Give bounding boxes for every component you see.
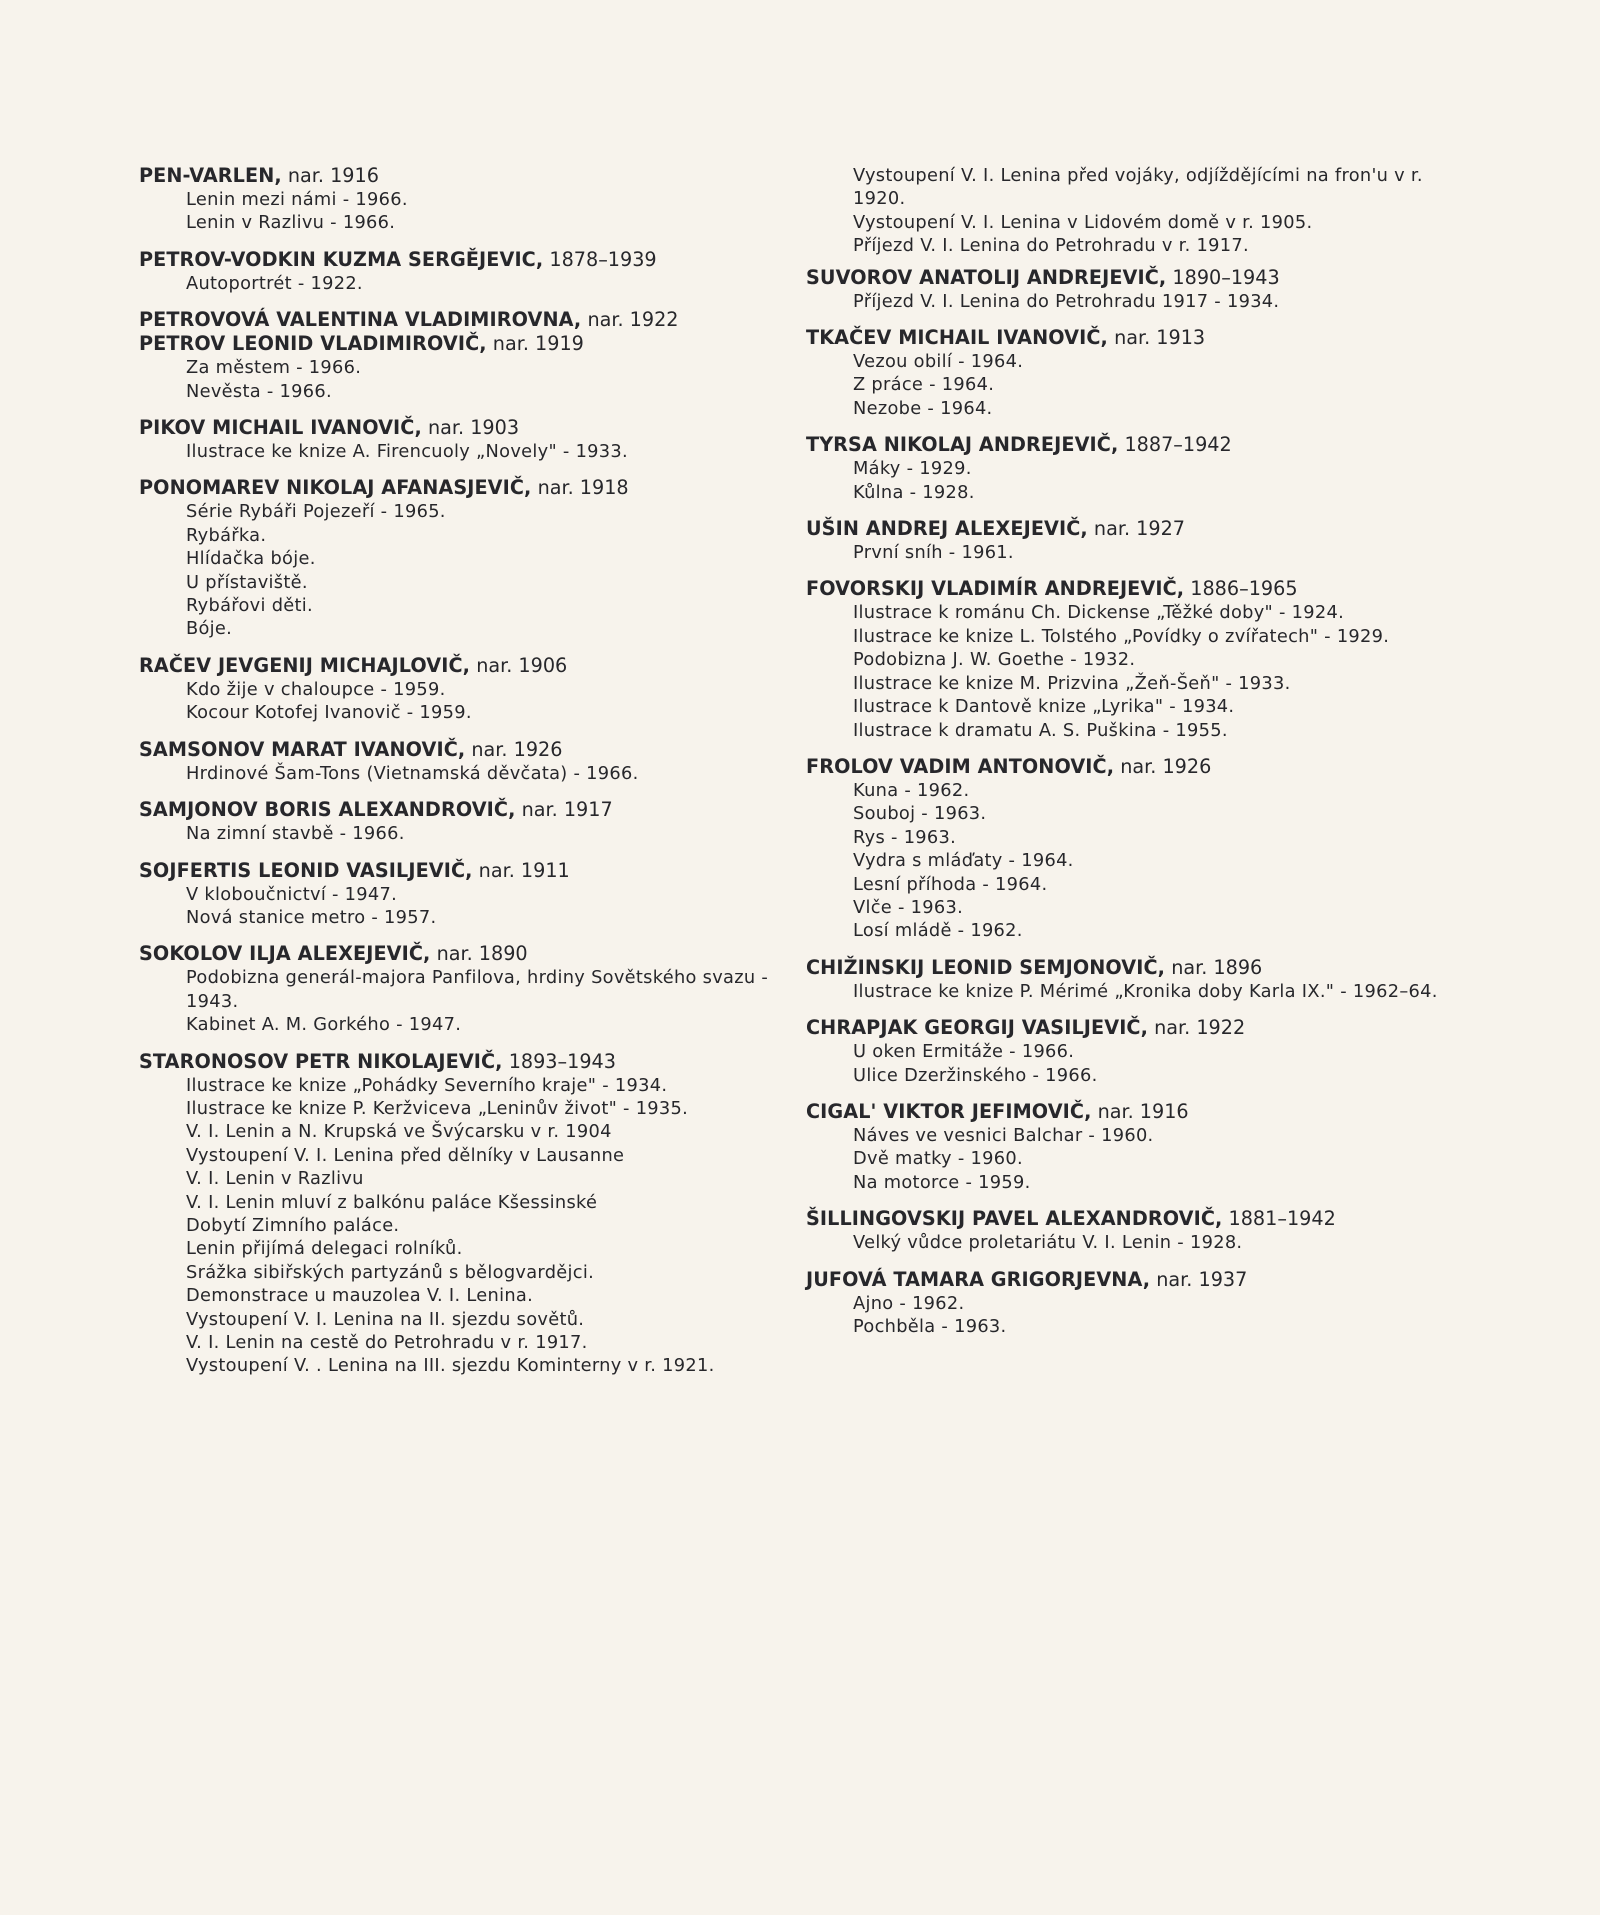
artist-dates: 1893–1943 bbox=[508, 1049, 616, 1073]
work-item: Autoportrét - 1922. bbox=[186, 272, 363, 294]
work-item: U přístaviště. bbox=[186, 571, 308, 593]
artist-entry bbox=[806, 956, 1456, 1003]
work-item: Demonstrace u mauzolea V. I. Lenina. bbox=[186, 1285, 534, 1307]
artist-name: SAMSONOV MARAT IVANOVIČ, bbox=[139, 737, 466, 761]
artist-name: UŠIN ANDREJ ALEXEJEVIČ, bbox=[806, 517, 1088, 541]
artist-name: STARONOSOV PETR NIKOLAJEVIČ, bbox=[139, 1049, 503, 1073]
artist-heading bbox=[806, 1268, 1456, 1292]
artist-name: PETROVOVÁ VALENTINA VLADIMIROVNA, bbox=[139, 308, 582, 332]
work-item: Vlče - 1963. bbox=[853, 896, 964, 918]
work-item: Ilustrace k Dantově knize „Lyrika" - 1934. bbox=[853, 696, 1235, 718]
work-item: Dobytí Zimního paláce. bbox=[186, 1214, 400, 1236]
artist-name: PETROV LEONID VLADIMIROVIČ, bbox=[139, 332, 487, 356]
artist-heading bbox=[139, 476, 779, 500]
artist-dates: 1887–1942 bbox=[1124, 433, 1232, 457]
artist-heading bbox=[806, 1016, 1456, 1040]
work-item: Bóje. bbox=[186, 618, 233, 640]
work-item: Vydra s mláďaty - 1964. bbox=[853, 850, 1074, 872]
artist-entry bbox=[139, 476, 779, 640]
artist-heading bbox=[139, 164, 779, 188]
work-item: V. I. Lenin v Razlivu bbox=[186, 1168, 364, 1190]
work-item: Souboj - 1963. bbox=[853, 803, 987, 825]
artist-entry bbox=[806, 266, 1456, 313]
work-item: Rybářovi děti. bbox=[186, 595, 313, 617]
artist-heading bbox=[139, 248, 779, 272]
artist-dates: 1878–1939 bbox=[549, 247, 657, 271]
work-item: Za městem - 1966. bbox=[186, 357, 362, 379]
artist-entry bbox=[806, 433, 1456, 504]
work-item: Ilustrace ke knize P. Mérimé „Kronika doby Karla IX." - 1962–64. bbox=[853, 980, 1438, 1002]
artist-name: SUVOROV ANATOLIJ ANDREJEVIČ, bbox=[806, 265, 1167, 289]
work-item: Podobizna J. W. Goethe - 1932. bbox=[853, 649, 1136, 671]
artist-entry bbox=[139, 416, 779, 463]
work-item: Ilustrace k románu Ch. Dickense „Těžké doby" - 1924. bbox=[853, 602, 1345, 624]
artist-dates: nar. 1916 bbox=[1097, 1099, 1189, 1123]
artist-heading bbox=[139, 738, 779, 762]
artist-dates: nar. 1919 bbox=[492, 332, 584, 356]
work-item: V. I. Lenin a N. Krupská ve Švýcarsku v r. 1904 bbox=[186, 1121, 612, 1143]
artist-name: JUFOVÁ TAMARA GRIGORJEVNA, bbox=[806, 1267, 1151, 1291]
work-item: Vystoupení V. I. Lenina před vojáky, odjíždějícími na fron'u v r. 1920. bbox=[853, 165, 1423, 210]
artist-dates: 1886–1965 bbox=[1190, 577, 1298, 601]
artist-name: ŠILLINGOVSKIJ PAVEL ALEXANDROVIČ, bbox=[806, 1207, 1223, 1231]
artist-heading bbox=[139, 332, 779, 356]
artist-heading bbox=[139, 308, 779, 332]
work-item: Kůlna - 1928. bbox=[853, 481, 975, 503]
work-item: Příjezd V. I. Lenina do Petrohradu v r. 1917. bbox=[853, 235, 1249, 257]
work-item: Příjezd V. I. Lenina do Petrohradu 1917 - 1934. bbox=[853, 290, 1280, 312]
work-item: Máky - 1929. bbox=[853, 458, 972, 480]
artist-entry bbox=[806, 755, 1456, 943]
work-item: Nová stanice metro - 1957. bbox=[186, 906, 437, 928]
artist-heading bbox=[139, 654, 779, 678]
artist-heading bbox=[806, 956, 1456, 980]
work-item: Ilustrace ke knize P. Keržviceva „Leninův život" - 1935. bbox=[186, 1097, 689, 1119]
work-item: První sníh - 1961. bbox=[853, 542, 1014, 564]
work-item: Lenin v Razlivu - 1966. bbox=[186, 212, 396, 234]
work-item: V kloboučnictví - 1947. bbox=[186, 883, 398, 905]
artist-heading bbox=[139, 859, 779, 883]
work-item: Z práce - 1964. bbox=[853, 374, 995, 396]
artist-heading bbox=[139, 798, 779, 822]
work-item: Na zimní stavbě - 1966. bbox=[186, 823, 405, 845]
work-item: Kocour Kotofej Ivanovič - 1959. bbox=[186, 702, 472, 724]
work-item: V. I. Lenin na cestě do Petrohradu v r. 1917. bbox=[186, 1332, 588, 1353]
work-item: Vystoupení V. I. Lenina před dělníky v Lausanne bbox=[186, 1144, 625, 1166]
work-item: Vystoupení V. I. Lenina na II. sjezdu sovětů. bbox=[186, 1308, 585, 1330]
work-item: Vezou obilí - 1964. bbox=[853, 351, 1024, 373]
work-item: Lenin mezi námi - 1966. bbox=[186, 189, 408, 210]
work-item: Vystoupení V. . Lenina na III. sjezdu Kominterny v r. 1921. bbox=[186, 1355, 715, 1377]
work-item: Ulice Dzeržinského - 1966. bbox=[853, 1064, 1098, 1086]
artist-entry bbox=[806, 1016, 1456, 1087]
work-item: Ilustrace ke knize L. Tolstého „Povídky o zvířatech" - 1929. bbox=[853, 625, 1390, 647]
artist-name: CHRAPJAK GEORGIJ VASILJEVIČ, bbox=[806, 1016, 1148, 1040]
artist-dates: nar. 1890 bbox=[436, 942, 528, 966]
work-item: Ilustrace ke knize „Pohádky Severního kraje" - 1934. bbox=[186, 1074, 668, 1096]
artist-dates: nar. 1922 bbox=[587, 308, 679, 332]
left-column bbox=[139, 164, 779, 1391]
artist-name: CHIŽINSKIJ LEONID SEMJONOVIČ, bbox=[806, 955, 1166, 979]
artist-dates: nar. 1926 bbox=[471, 737, 563, 761]
artist-heading bbox=[806, 266, 1456, 290]
artist-heading bbox=[806, 1100, 1456, 1124]
artist-dates: nar. 1913 bbox=[1114, 326, 1206, 350]
artist-dates: nar. 1922 bbox=[1154, 1016, 1246, 1040]
artist-dates: nar. 1926 bbox=[1120, 754, 1212, 778]
work-item: Srážka sibiřských partyzánů s bělogvardějci. bbox=[186, 1261, 595, 1283]
work-item: V. I. Lenin mluví z balkónu paláce Kšessinské bbox=[186, 1191, 598, 1213]
work-item: Rys - 1963. bbox=[853, 826, 957, 848]
artist-dates: 1881–1942 bbox=[1228, 1207, 1336, 1231]
artist-entry bbox=[806, 517, 1456, 564]
work-item: Losí mládě - 1962. bbox=[853, 920, 1023, 942]
artist-name: PEN-VARLEN, bbox=[139, 164, 282, 187]
work-item: Dvě matky - 1960. bbox=[853, 1148, 1023, 1170]
work-item: Ajno - 1962. bbox=[853, 1292, 965, 1314]
artist-entry bbox=[139, 164, 779, 235]
work-item: Série Rybáři Pojezeří - 1965. bbox=[186, 501, 446, 523]
artist-entry bbox=[806, 577, 1456, 741]
artist-entry bbox=[139, 738, 779, 785]
artist-entry bbox=[139, 1050, 779, 1378]
artist-heading bbox=[139, 942, 779, 966]
work-item: Lesní příhoda - 1964. bbox=[853, 873, 1048, 895]
artist-name: FOVORSKIJ VLADIMÍR ANDREJEVIČ, bbox=[806, 577, 1185, 601]
artist-entry bbox=[806, 326, 1456, 420]
artist-dates: nar. 1916 bbox=[287, 164, 379, 187]
artist-heading bbox=[806, 1207, 1456, 1231]
artist-dates: nar. 1917 bbox=[521, 798, 613, 822]
artist-dates: nar. 1896 bbox=[1171, 955, 1263, 979]
work-item: Ilustrace ke knize A. Firencuoly „Novely" - 1933. bbox=[186, 441, 628, 463]
artist-name: PONOMAREV NIKOLAJ AFANASJEVIČ, bbox=[139, 476, 532, 500]
artist-entry bbox=[806, 1207, 1456, 1254]
artist-heading bbox=[806, 326, 1456, 350]
artist-name: CIGAL' VIKTOR JEFIMOVIČ, bbox=[806, 1099, 1092, 1123]
artist-name: SOJFERTIS LEONID VASILJEVIČ, bbox=[139, 858, 473, 882]
artist-dates: nar. 1906 bbox=[476, 653, 568, 677]
artist-entry bbox=[139, 798, 779, 845]
artist-name: PETROV-VODKIN KUZMA SERGĚJEVIC, bbox=[139, 247, 544, 271]
work-item: Ilustrace ke knize M. Prizvina „Žeň-Šeň" - 1933. bbox=[853, 672, 1291, 694]
artist-name: SAMJONOV BORIS ALEXANDROVIČ, bbox=[139, 798, 516, 822]
right-column bbox=[806, 164, 1456, 1351]
artist-name: TYRSA NIKOLAJ ANDREJEVIČ, bbox=[806, 433, 1119, 457]
artist-name: TKAČEV MICHAIL IVANOVIČ, bbox=[806, 326, 1108, 350]
work-item: Hrdinové Šam-Tons (Vietnamská děvčata) - 1966. bbox=[186, 762, 639, 784]
work-item: Kuna - 1962. bbox=[853, 779, 970, 801]
work-item: Velký vůdce proletariátu V. I. Lenin - 1928. bbox=[853, 1232, 1243, 1254]
artist-name: SOKOLOV ILJA ALEXEJEVIČ, bbox=[139, 942, 431, 966]
artist-dates: nar. 1927 bbox=[1093, 517, 1185, 541]
artist-entry bbox=[806, 1100, 1456, 1194]
work-item: Náves ve vesnici Balchar - 1960. bbox=[853, 1124, 1154, 1146]
work-item: Rybářka. bbox=[186, 524, 267, 546]
work-item: Na motorce - 1959. bbox=[853, 1171, 1031, 1193]
work-item: Vystoupení V. I. Lenina v Lidovém domě v r. 1905. bbox=[853, 211, 1313, 233]
artist-dates: nar. 1903 bbox=[427, 416, 520, 440]
artist-name: FROLOV VADIM ANTONOVIČ, bbox=[806, 754, 1115, 778]
artist-entry bbox=[139, 248, 779, 295]
artist-dates: nar. 1918 bbox=[537, 476, 629, 500]
artist-entry bbox=[139, 859, 779, 930]
artist-heading bbox=[806, 755, 1456, 779]
artist-entry bbox=[139, 942, 779, 1036]
work-item: Kabinet A. M. Gorkého - 1947. bbox=[186, 1014, 462, 1036]
work-item: Kdo žije v chaloupce - 1959. bbox=[186, 678, 446, 700]
artist-entry bbox=[806, 1268, 1456, 1339]
artist-heading bbox=[806, 517, 1456, 541]
artist-name: RAČEV JEVGENIJ MICHAJLOVIČ, bbox=[139, 653, 471, 677]
artist-dates: 1890–1943 bbox=[1172, 265, 1280, 289]
work-item: Nezobe - 1964. bbox=[853, 397, 993, 419]
artist-entry bbox=[139, 332, 779, 403]
work-item: Podobizna generál-majora Panfilova, hrdiny Sovětského svazu - 1943. bbox=[186, 967, 769, 1012]
work-item: Pochběla - 1963. bbox=[853, 1316, 1007, 1337]
artist-heading bbox=[139, 1050, 779, 1074]
artist-heading bbox=[806, 433, 1456, 457]
artist-name: PIKOV MICHAIL IVANOVIČ, bbox=[139, 416, 422, 440]
artist-dates: nar. 1937 bbox=[1156, 1267, 1248, 1291]
artist-dates: nar. 1911 bbox=[478, 858, 570, 882]
artist-heading bbox=[806, 577, 1456, 601]
artist-entry bbox=[139, 654, 779, 725]
artist-entry bbox=[139, 308, 779, 332]
work-item: U oken Ermitáže - 1966. bbox=[853, 1041, 1075, 1063]
work-item: Ilustrace k dramatu A. S. Puškina - 1955. bbox=[853, 719, 1228, 741]
work-item: Nevěsta - 1966. bbox=[186, 380, 332, 402]
work-item: Lenin přijímá delegaci rolníků. bbox=[186, 1238, 463, 1260]
artist-heading bbox=[139, 416, 779, 440]
work-item: Hlídačka bóje. bbox=[186, 548, 316, 570]
artist-entry-continuation bbox=[806, 164, 1456, 258]
